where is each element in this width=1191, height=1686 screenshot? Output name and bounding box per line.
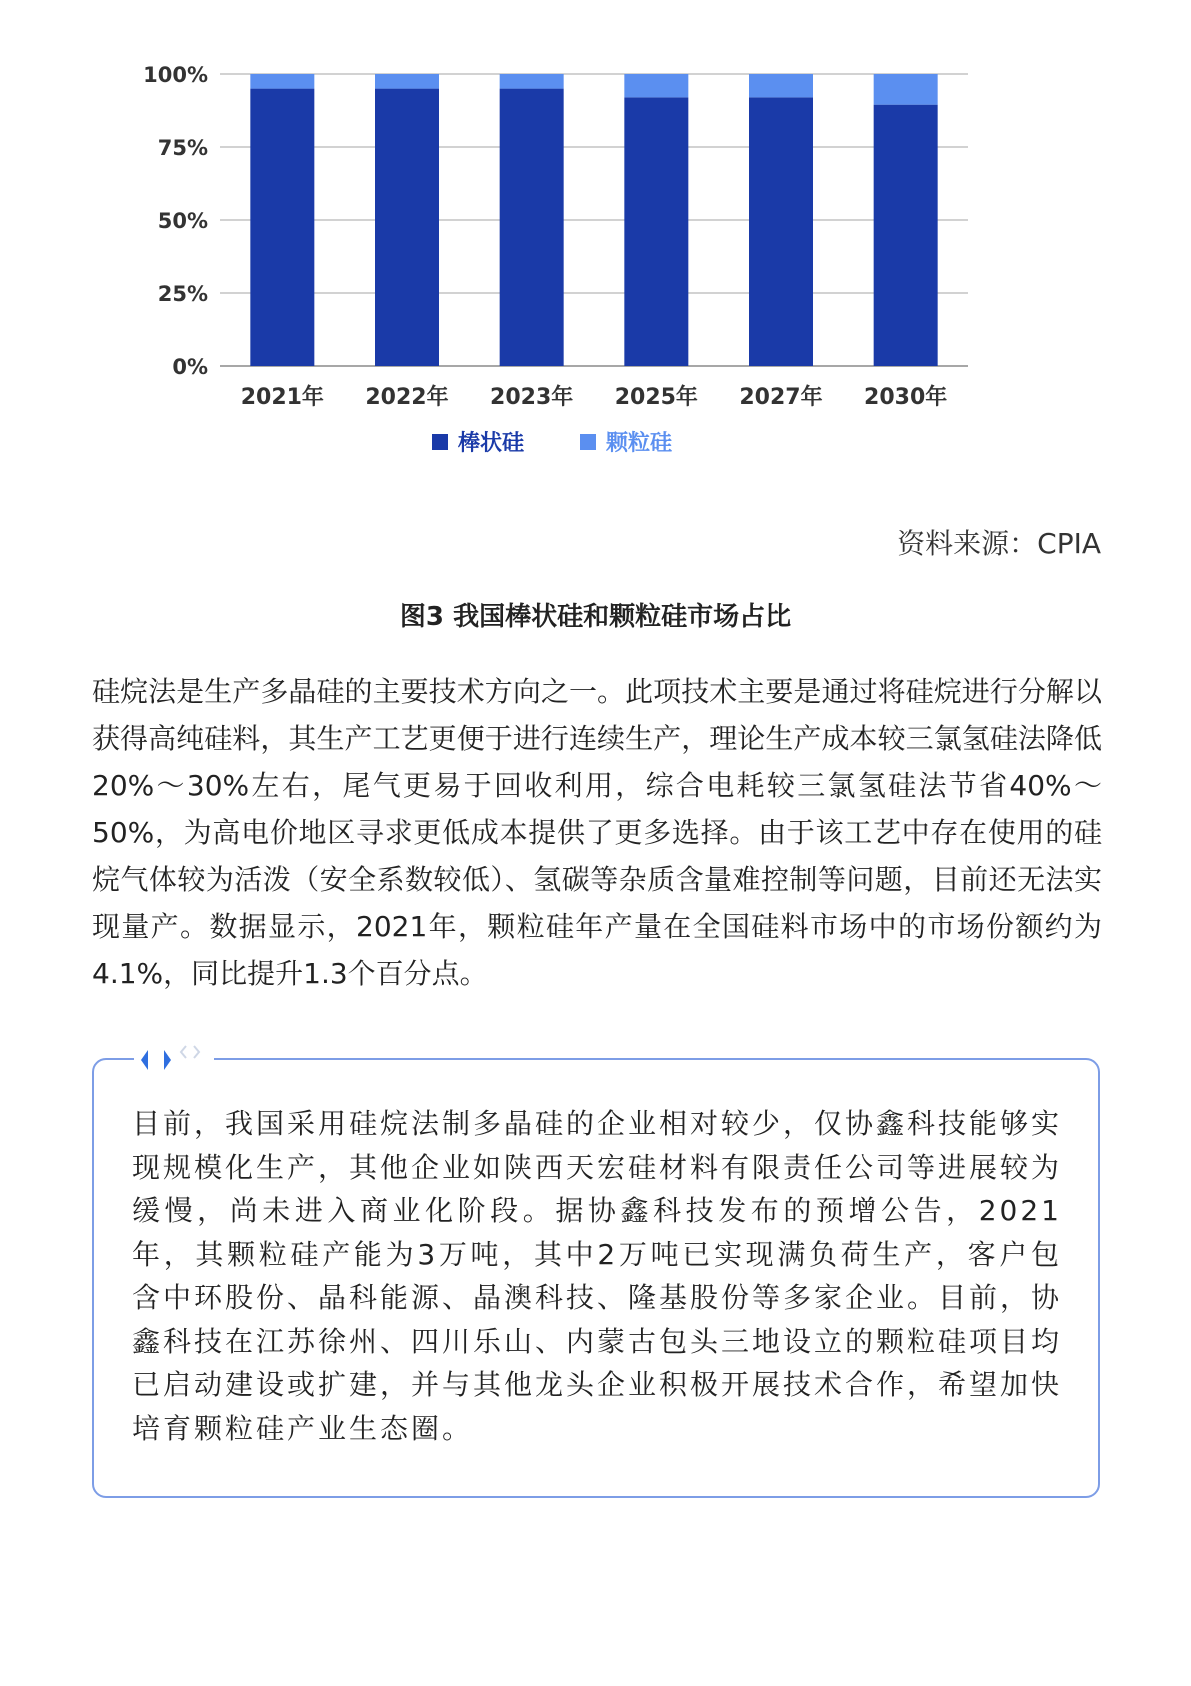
- bar-granular-silicon: [500, 74, 564, 89]
- body-paragraph: 硅烷法是生产多晶硅的主要技术方向之一。此项技术主要是通过将硅烷进行分解以获得高纯硅料，其生产工艺更便于进行连续生产，理论生产成本较三氯氢硅法降低20%～30%左右，尾气更易于回收利用，综合电耗较三氯氢硅法节省40%～50%，为高电价地区寻求更低成本提供了更多选择。由于该工艺中存在使用的硅烷气体较为活泼（安全系数较低）、氢碳等杂质含量难控制等问题，目前还无法实现量产。数据显示，2021年，颗粒硅年产量在全国硅料市场中的市场份额约为4.1%，同比提升1.3个百分点。: [92, 675, 1102, 990]
- legend-swatch-icon: [432, 434, 448, 450]
- bar-rod-silicon: [500, 89, 564, 366]
- bar-granular-silicon: [375, 74, 439, 89]
- bar-rod-silicon: [874, 105, 938, 366]
- bar-rod-silicon: [624, 97, 688, 366]
- x-tick-label: 2027年: [739, 385, 823, 410]
- stacked-bar-chart: [140, 60, 1060, 510]
- y-tick-label: 25%: [157, 282, 208, 306]
- bar-granular-silicon: [250, 74, 314, 89]
- quote-mark-icon: [134, 1042, 214, 1078]
- x-tick-label: 2023年: [490, 385, 574, 410]
- bar-rod-silicon: [749, 97, 813, 366]
- x-tick-label: 2030年: [864, 385, 948, 410]
- bar-granular-silicon: [749, 74, 813, 97]
- x-tick-label: 2025年: [614, 385, 698, 410]
- callout-box: [92, 1058, 1100, 1498]
- y-tick-label: 50%: [157, 209, 208, 233]
- x-tick-label: 2022年: [365, 385, 449, 410]
- legend-swatch-icon: [580, 434, 596, 450]
- bar-rod-silicon: [375, 89, 439, 366]
- y-tick-label: 75%: [157, 136, 208, 160]
- figure-source: 资料来源：CPIA: [897, 527, 1101, 560]
- bar-granular-silicon: [624, 74, 688, 97]
- y-tick-label: 0%: [172, 355, 208, 379]
- y-tick-label: 100%: [143, 63, 208, 87]
- callout-text: 目前，我国采用硅烷法制多晶硅的企业相对较少，仅协鑫科技能够实现规模化生产，其他企业如陕西天宏硅材料有限责任公司等进展较为缓慢，尚未进入商业化阶段。据协鑫科技发布的预增公告，2021年，其颗粒硅产能为3万吨，其中2万吨已实现满负荷生产，客户包含中环股份、晶科能源、晶澳科技、隆基股份等多家企业。目前，协鑫科技在江苏徐州、四川乐山、内蒙古包头三地设立的颗粒硅项目均已启动建设或扩建，并与其他龙头企业积极开展技术合作，希望加快培育颗粒硅产业生态圈。: [132, 1107, 1063, 1445]
- bar-granular-silicon: [874, 74, 938, 105]
- x-tick-label: 2021年: [240, 385, 324, 410]
- legend-label: 颗粒硅: [606, 431, 673, 456]
- legend-label: 棒状硅: [458, 431, 525, 456]
- figure-caption: 图3 我国棒状硅和颗粒硅市场占比: [399, 602, 792, 632]
- bar-rod-silicon: [250, 89, 314, 366]
